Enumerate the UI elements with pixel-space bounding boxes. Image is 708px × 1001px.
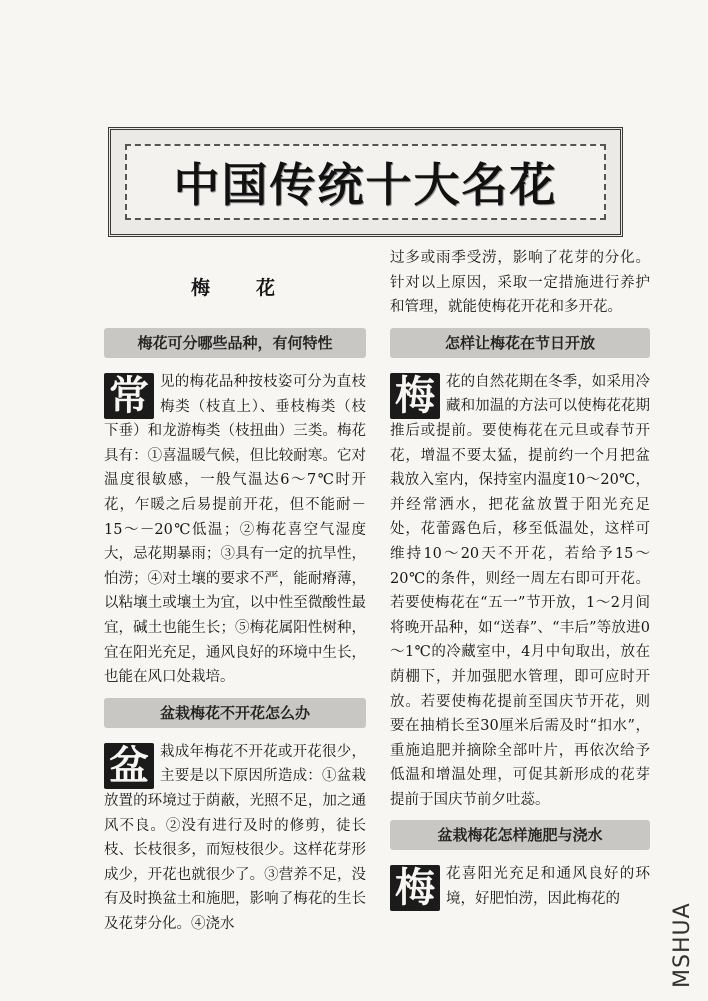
paragraph-text: 花喜阳光充足和通风良好的环境，好肥怕涝，因此梅花的 <box>446 866 650 908</box>
section-heading-holiday-bloom: 怎样让梅花在节日开放 <box>390 328 650 358</box>
watermark: MSHUA <box>670 902 695 988</box>
paragraph-text: 栽成年梅花不开花或开花很少，主要是以下原因所造成：①盆栽放置的环境过于荫蔽，光照不足，加之通风不良。②没有进行及时的修剪，徒长枝、长枝很多，而短枝很少。这样花芽形成少，开花也就很少了。③营养不足，没有及时换盆土和施肥，影响了梅花的生长及花芽分化。④浇水 <box>104 743 366 932</box>
page-title: 中国传统十大名花 <box>173 158 558 212</box>
paragraph-continued: 过多或雨季受涝，影响了花芽的分化。针对以上原因，采取一定措施进行养护和管理，就能使梅花开花和多开花。 <box>390 250 650 316</box>
drop-cap: 常 <box>104 373 154 419</box>
paragraph-no-bloom <box>104 740 366 937</box>
drop-cap: 盆 <box>104 743 154 789</box>
paragraph-fertilize-water <box>390 862 650 911</box>
right-column <box>390 246 650 912</box>
section-heading-fertilize-water: 盆栽梅花怎样施肥与浇水 <box>390 820 650 850</box>
subject-heading: 梅花 <box>190 277 321 299</box>
paragraph-varieties <box>104 370 366 690</box>
section-heading-varieties: 梅花可分哪些品种，有何特性 <box>104 328 366 358</box>
paragraph-text: 花的自然花期在冬季，如采用冷藏和加温的方法可以使梅花花期推后或提前。要使梅花在元旦或春节开花，增温不要太猛，提前约一个月把盆栽放入室内，保持室内温度10～20℃，并经常洒水，把花盆放置于阳光充足处，花蕾露色后，移至低温处，这样可维持10～20天不开花，若给予15～20℃的条件，则经一周左右即可开花。若要使梅花在“五一”节开放，1～2月间将晚开品种，如“送春”、“丰后”等放进0～1℃的冷藏室中，4月中旬取出，放在荫棚下，并加强肥水管理，即可应时开放。若要使梅花提前至国庆节开花，则要在抽梢长至30厘米后需及时“扣水”，重施追肥并摘除全部叶片，再依次给予低温和增温处理，可促其新形成的花芽提前于国庆节前夕吐蕊。 <box>390 373 650 808</box>
paragraph-holiday-bloom <box>390 370 650 813</box>
title-banner <box>108 127 623 237</box>
drop-cap: 梅 <box>390 373 440 419</box>
left-column <box>104 268 366 936</box>
title-banner-frame <box>125 144 606 220</box>
section-heading-no-bloom: 盆栽梅花不开花怎么办 <box>104 698 366 728</box>
paragraph-text: 见的梅花品种按枝姿可分为直枝梅类（枝直上）、垂枝梅类（枝下垂）和龙游梅类（枝扭曲）三类。梅花具有：①喜温暖气候，但比较耐寒。它对温度很敏感，一般气温达6～7℃时开花，乍暖之后易提前开花，但不能耐－15～－20℃低温；②梅花喜空气湿度大，忌花期暴雨；③具有一定的抗旱性，怕涝；④对土壤的要求不严，能耐瘠薄，以粘壤土或壤土为宜，以中性至微酸性最宜，碱土也能生长；⑤梅花属阳性树种，宜在阳光充足，通风良好的环境中生长，也能在风口处栽培。 <box>104 374 366 686</box>
drop-cap: 梅 <box>390 865 440 911</box>
